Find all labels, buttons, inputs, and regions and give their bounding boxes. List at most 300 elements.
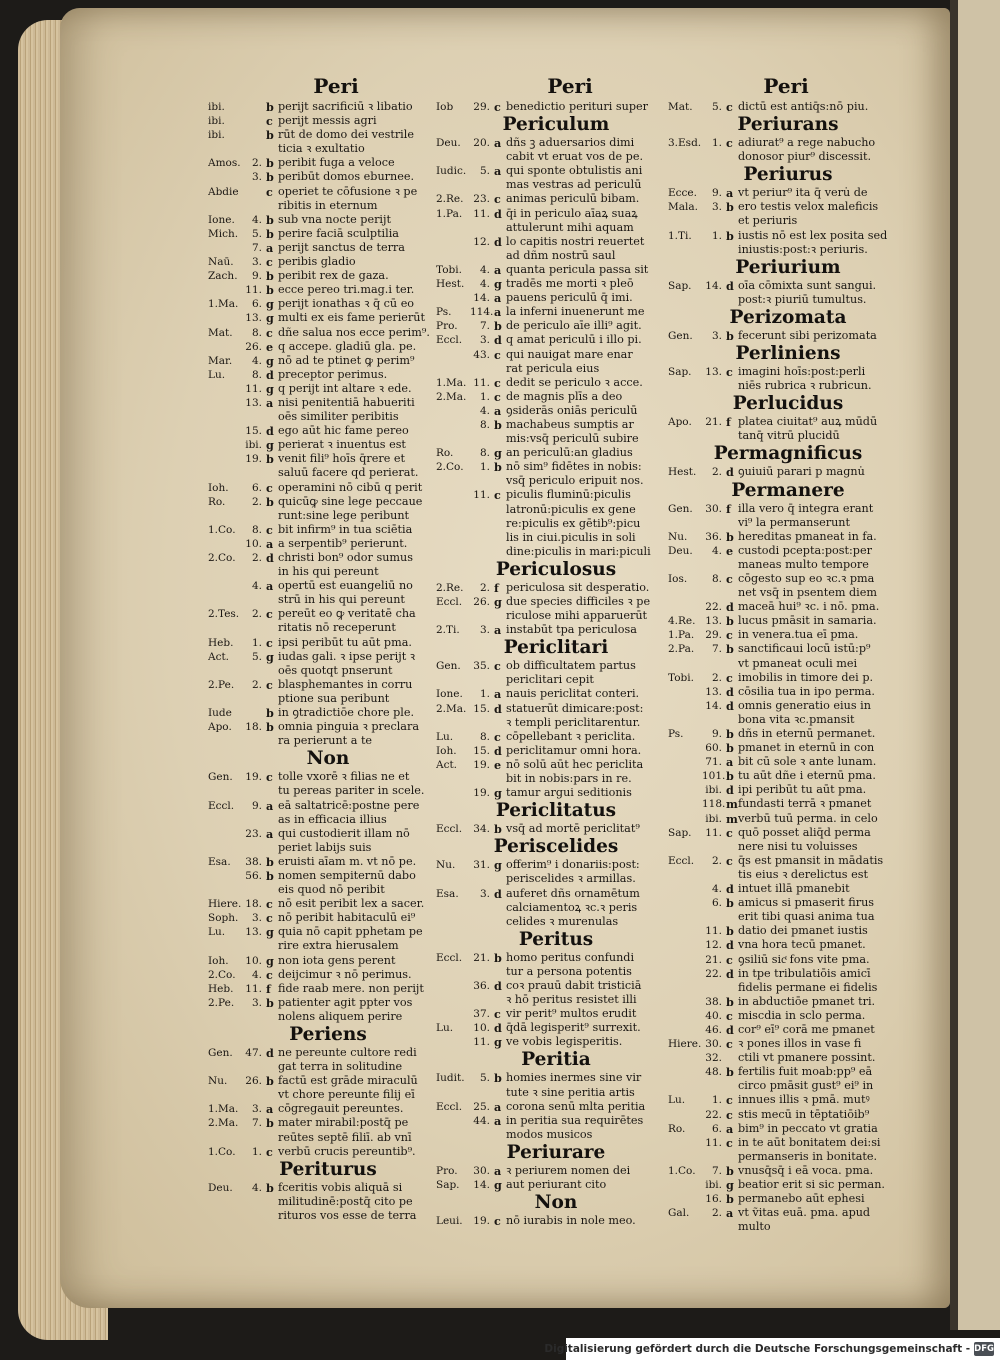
book-reference: Nu. [208,1075,228,1088]
section-letter [266,841,278,855]
section-letter: c [266,1144,273,1159]
chapter-number: 22. [705,967,722,980]
chapter-number [470,503,494,517]
section-letter: c [726,853,733,868]
chapter-number: 1. [711,137,722,150]
section-letter: b [726,896,734,911]
chapter-number: 21. [473,951,490,964]
citation-text: oēs similiter peribitis [278,410,399,424]
citation-text: post:ꝛ piuriū tumultus. [738,292,867,306]
citation-text: q perijt int altare ꝛ ede. [278,381,412,395]
concordance-entry [668,1108,908,1122]
headword: Non [534,1192,578,1214]
book-reference [436,404,470,418]
section-letter: b [266,226,274,241]
citation-text: ne pereunte cultore redi [278,1046,417,1059]
chapter-number: 8. [479,418,490,431]
section-letter: b [726,924,734,939]
book-reference [436,965,470,979]
citation-text: verbū crucis pereuntib⁹. [278,1144,416,1158]
book-reference [668,1150,702,1164]
concordance-entry [208,382,448,396]
section-letter: b [266,1116,274,1131]
chapter-number: 8. [251,326,262,339]
concordance-entry [668,279,908,293]
section-letter: f [726,415,731,430]
chapter-number: 9. [251,799,262,812]
book-reference: Ione. [436,688,463,701]
citation-text: ticia ꝛ exultatio [278,142,365,156]
concordance-entry [668,429,908,443]
chapter-number [242,509,266,523]
chapter-number [702,1079,726,1093]
citation-text: dñe salua nos ecce perim⁹. [278,325,430,339]
section-letter: g [494,595,502,609]
concordance-entry [436,1114,676,1128]
book-reference [208,170,242,184]
citation-text: quicūꝙ sine lege peccaue [278,494,423,508]
book-reference [668,783,702,797]
concordance-entry [436,687,676,701]
book-reference [668,924,702,938]
concordance-entry [208,1074,448,1088]
section-letter [726,1079,738,1093]
citation-text: permanebo aūt ephesi [738,1192,865,1206]
citation-text: cōsilia tua in ipo perma. [738,684,875,698]
chapter-number [242,100,266,114]
citation-text: offerim⁹ i donariis:post: [506,858,640,872]
chapter-number [702,910,726,924]
citation-text: aut periurant cito [506,1178,607,1191]
book-reference: Lu. [668,1094,686,1107]
citation-text: periscelides ꝛ armillas. [506,872,636,886]
section-letter: c [726,1107,733,1122]
citation-text: runt:sine lege peribunt [278,508,410,522]
book-reference [208,537,242,551]
section-letter: c [266,911,273,926]
citation-text: ritatis nō receperunt [278,621,396,635]
citation-text: ob difficultatem partus [506,659,636,673]
book-reference: 1.Pa. [436,207,463,220]
concordance-entry [436,887,676,901]
citation-text: dedit se periculo ꝛ acce. [506,375,643,389]
concordance-entry [208,911,448,925]
book-reference: Gen. [208,771,233,784]
chapter-number: 16. [705,1193,722,1206]
section-letter [726,840,738,854]
section-letter [494,901,506,915]
book-reference: 2.Pa. [668,643,695,656]
book-reference [436,915,470,929]
section-letter [494,474,506,488]
chapter-number: 5. [479,165,490,178]
concordance-entry [208,354,448,368]
book-reference: Tobi. [668,671,694,684]
book-reference: Lu. [208,368,226,381]
chapter-number [470,1086,494,1100]
chapter-number: 6. [251,298,262,311]
section-letter: c [266,114,273,129]
chapter-number: 30. [705,502,722,515]
book-reference [436,673,470,687]
concordance-entry [436,673,676,687]
concordance-entry [208,1088,448,1102]
book-reference [668,938,702,952]
book-reference: Gen. [208,1047,233,1059]
concordance-entry [208,706,448,720]
concordance-entry [436,390,676,404]
section-letter: c [266,184,273,199]
section-letter [266,784,278,798]
section-letter [726,558,738,572]
citation-text: erit tibi quasi anima tua [738,910,875,924]
concordance-entry [208,996,448,1010]
section-letter: a [266,536,274,551]
book-reference: Ione. [208,213,235,226]
chapter-number: 3. [251,912,262,925]
citation-text: sanctificaui locū istū:p⁹ [738,642,871,656]
section-letter: b [266,283,274,298]
book-reference [208,382,242,396]
chapter-number: 2. [711,671,722,684]
chapter-number: 32. [705,1052,722,1065]
chapter-number: 8. [479,730,490,743]
concordance-entry [668,100,908,114]
citation-text: vna hora tecū pmanet. [738,938,866,952]
citation-text: christi bon⁹ odor sumus [278,551,413,564]
section-letter [726,516,738,530]
section-letter: c [494,389,501,404]
section-letter: d [494,1021,502,1036]
book-reference [668,812,702,826]
section-letter: d [494,743,502,758]
citation-text: nauis periclitat̄ conteri. [506,687,640,701]
citation-text: ve vobis legisperitis. [506,1035,623,1049]
citation-text: latronū:piculis ex gene [506,502,636,516]
book-reference [436,979,470,993]
concordance-entry [208,551,448,565]
citation-text: venit fili⁹ hoīs q̄rere et [278,452,406,466]
section-letter [494,150,506,164]
chapter-number: 13. [245,926,262,939]
book-reference: Sap. [436,1179,460,1191]
section-letter: d [726,1022,734,1037]
book-reference [208,869,242,883]
section-letter: b [726,994,734,1009]
book-reference: Ios. [668,572,688,585]
book-reference: Hiere. [668,1038,702,1051]
chapter-number [702,657,726,671]
book-reference [208,1195,242,1209]
chapter-number: 44. [473,1114,490,1127]
concordance-entry [436,418,676,432]
concordance-entry [208,142,448,156]
section-letter [266,593,278,607]
book-reference [208,664,242,678]
chapter-number: 31. [473,859,490,872]
citation-text: ipsi peribūt tu aūt pma. [278,635,412,649]
citation-text: vt chore pereunte filij eī [278,1088,415,1102]
section-letter [494,545,506,559]
citation-text: an periculū:an gladius [506,446,633,460]
citation-text: instabūt tpa periculosa [506,623,637,637]
section-letter [494,965,506,979]
book-reference [436,1128,470,1142]
book-reference [668,516,702,530]
concordance-entry [208,255,448,269]
citation-text: vt periur⁹ ita q̄ veru̇ de [738,186,868,200]
section-letter [266,883,278,897]
book-reference [668,699,702,713]
chapter-number [242,1088,266,1102]
section-letter: c [726,100,733,114]
chapter-number: 19. [245,453,262,466]
book-reference [208,452,242,466]
book-reference [668,558,702,572]
chapter-number: 5. [479,1072,490,1085]
chapter-number [702,586,726,600]
section-letter: c [494,659,501,674]
chapter-number [470,993,494,1007]
concordance-entry [668,826,908,840]
book-reference: 2.Ma. [208,1117,239,1130]
citation-text: peribis gladio [278,255,356,269]
book-reference [436,901,470,915]
citation-text: peribit rex de gaza. [278,269,389,283]
concordance-entry [436,1164,676,1178]
citation-text: eruisti aīam m. vt nō pe. [278,854,417,868]
citation-text: vt pmaneat oculi mei [738,656,858,670]
book-reference [208,593,242,607]
citation-text: tute ꝛ sine peritia artis [506,1085,635,1099]
concordance-entry [208,1010,448,1024]
chapter-number: 6. [711,897,722,910]
section-letter [494,362,506,376]
citation-text: deijcimur ꝛ nō perimus. [278,967,412,981]
citation-text: machabeus sumptis ar [506,417,634,431]
section-letter [266,621,278,635]
section-letter: g [494,1178,502,1192]
book-reference [436,150,470,164]
concordance-entry [436,235,676,249]
chapter-number: 118. [702,798,726,811]
book-reference [208,565,242,579]
book-reference: 2.Co. [208,552,236,564]
citation-text: modos musicos [506,1127,593,1141]
section-letter: b [266,1074,274,1089]
section-letter [494,772,506,786]
book-reference [208,841,242,855]
book-reference [668,1023,702,1037]
citation-text: benedictio perituri super [506,100,648,113]
book-reference: Eccl. [668,854,695,867]
chapter-number [242,1131,266,1145]
section-letter: a [494,1163,502,1178]
chapter-number: 3. [251,1103,262,1116]
concordance-entry [436,758,676,772]
section-letter: c [726,952,733,967]
chapter-number: 4. [251,1181,262,1194]
citation-text: cōgesto sup eo ꝛc.ꝛ pma [738,571,875,585]
chapter-number: 1. [711,229,722,242]
dfg-logo: DFG [974,1344,994,1354]
citation-text: miscdia in sclo perma. [738,1008,866,1022]
citation-text: la inferni inuenerunt me [506,305,645,319]
section-letter: a [726,186,734,201]
concordance-entry [208,227,448,241]
citation-text: q amat periculū i illo pi. [506,333,642,347]
chapter-number: 23. [245,827,262,840]
book-reference [436,474,470,488]
book-reference [668,429,702,443]
book-reference: Ps. [668,728,684,740]
book-reference: Heb. [208,982,234,995]
citation-text: in tpe tribulatiōis amicī [738,966,871,980]
concordance-entry [208,925,448,939]
section-letter [494,249,506,263]
section-letter: b [266,854,274,869]
section-letter [494,178,506,192]
book-reference [208,1060,242,1074]
book-reference [208,410,242,424]
section-letter [266,1060,278,1074]
book-reference: 3.Esd. [668,137,702,150]
headword: Periurium [735,256,841,278]
chapter-number [242,410,266,424]
chapter-number: 7. [479,320,490,333]
book-reference [436,249,470,263]
book-reference [436,221,470,235]
concordance-entry [208,326,448,340]
citation-text: de periculo aīe illi⁹ agit. [506,319,642,333]
chapter-number: 14. [473,292,490,305]
concordance-entry [436,659,676,673]
chapter-number: 2. [711,854,722,867]
citation-text: imagini hoīs:post:perli [738,365,866,379]
chapter-number [242,813,266,827]
concordance-entry [208,1181,448,1195]
section-letter [266,1195,278,1209]
concordance-entry [208,1195,448,1209]
book-reference: Mar. [208,354,233,367]
book-reference [668,586,702,600]
citation-text: vnusq̄sq̄ i eā voca. pma. [738,1163,874,1177]
concordance-entry [668,713,908,727]
section-letter: f [494,580,499,595]
chapter-number [470,150,494,164]
chapter-number [470,901,494,915]
concordance-entry [668,229,908,243]
citation-text: ctili vt pmanere possint. [738,1051,876,1065]
citation-text: piculis fluminū:piculis [506,488,631,502]
concordance-entry [668,642,908,656]
concordance-entry [436,993,676,1007]
book-reference [208,199,242,213]
section-letter: b [726,1163,734,1178]
concordance-entry [436,404,676,418]
citation-text: ribitis in eternum [278,198,378,212]
citation-text: ero testis velox maleficis [738,200,879,214]
citation-text: innues illis ꝛ pmā. mutꝰ [738,1093,870,1107]
section-letter: b [266,212,274,227]
concordance-entry [436,1021,676,1035]
citation-text: pmanet in eternū in con [738,741,875,755]
chapter-number [470,545,494,559]
chapter-number: 35. [473,660,490,673]
section-letter: d [266,1046,274,1060]
book-reference [436,1035,470,1049]
headword: Periscelides [493,836,619,858]
concordance-entry [436,872,676,886]
citation-text: nolens aliquem perire [278,1009,403,1023]
chapter-number [470,362,494,376]
chapter-number: 23. [473,193,490,206]
section-letter: b [726,228,734,243]
section-letter: b [266,868,274,883]
chapter-number: 38. [705,995,722,1008]
citation-text: dñs in eternū permanet. [738,727,876,740]
book-reference: Eccl. [436,823,463,836]
book-reference [668,379,702,393]
citation-text: ꝛ pones illos in vase fi [738,1037,862,1051]
concordance-entry [668,586,908,600]
chapter-number: 47. [245,1047,262,1059]
concordance-entry [436,1086,676,1100]
chapter-number: 9. [711,187,722,200]
book-reference: Zach. [208,270,238,283]
chapter-number [702,981,726,995]
chapter-number [702,558,726,572]
section-letter: d [266,551,274,565]
concordance-entry [668,572,908,586]
section-letter: g [266,953,274,968]
chapter-number: 3. [479,334,490,347]
book-reference: ibi. [208,115,225,128]
citation-text: blasphemantes in corru [278,677,413,691]
book-reference: 1.Pa. [668,629,695,642]
concordance-entry [436,100,676,114]
chapter-number [470,609,494,623]
concordance-entry [208,841,448,855]
citation-text: niēs rubrica ꝛ rubricun. [738,379,872,393]
book-reference: ibi. [208,129,225,142]
citation-text: tu aūt dñe i eternū pma. [738,769,876,783]
citation-text: rat pericula eius [506,361,600,375]
section-letter [266,939,278,953]
chapter-number: 46. [705,1023,722,1036]
citation-text: lucus pmāsit in samaria. [738,614,877,628]
concordance-entry [436,822,676,836]
concordance-entry [436,545,676,559]
section-letter [726,713,738,727]
section-letter: c [266,967,273,982]
section-letter: b [726,769,734,784]
book-reference [668,741,702,755]
chapter-number: 60. [705,742,722,755]
chapter-number [470,965,494,979]
concordance-entry [668,840,908,854]
chapter-number: 3. [251,171,262,184]
section-letter [494,432,506,446]
chapter-number [242,128,266,142]
book-reference: Lu. [208,926,226,939]
concordance-entry [436,744,676,758]
book-reference: Esa. [436,887,459,900]
concordance-entry [208,481,448,495]
book-reference: Iudic. [436,165,467,178]
book-reference [668,1136,702,1150]
book-reference: Act. [436,758,458,771]
